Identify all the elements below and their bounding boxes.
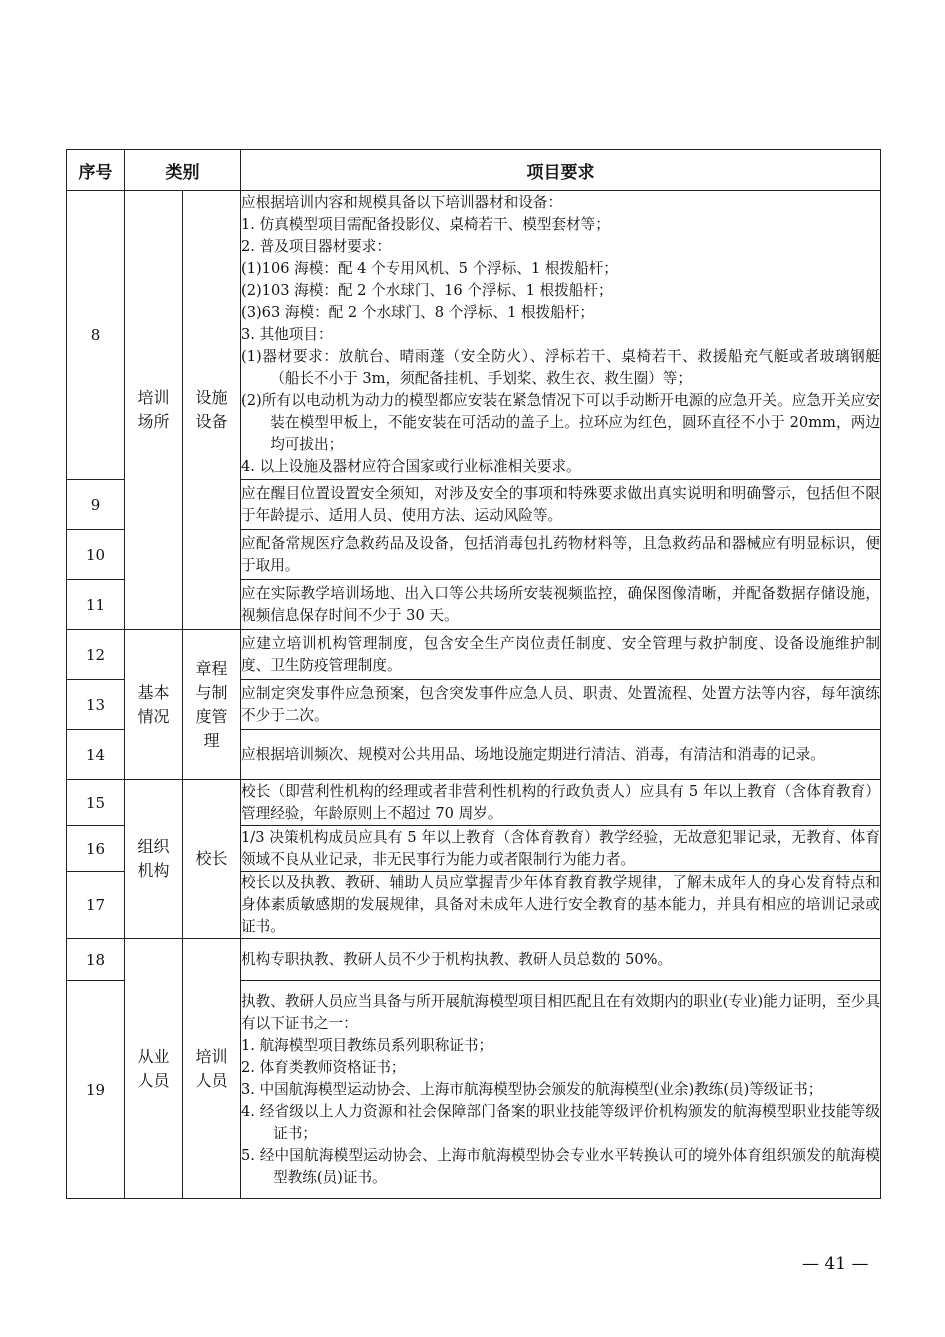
requirement-text: 应配备常规医疗急救药品及设备，包括消毒包扎药物材料等，且急救药品和器械应有明显标识，便于取用。 <box>241 530 881 580</box>
row-number: 9 <box>67 480 125 530</box>
requirement-text: 执教、教研人员应当具备与所开展航海模型项目相匹配且在有效期内的职业(专业)能力证明，至少具有以下证书之一： 1. 航海模型项目教练员系列职称证书； 2. 体育类教师资格证书； 3. 中国航海模型运动协会、上海市航海模型协会颁发的航海模型(业余)教练(员)等级证书； 4. 经省级以上人力资源和社会保障部门备案的职业技能等级评价机构颁发的航海模型职业技能等级证书； 5. 经中国航海模型运动协会、上海市航海模型协会专业水平转换认可的境外体育组织颁发的航海模型教练(员)证书。 <box>241 981 881 1199</box>
category-organization: 组织机构 <box>125 780 183 939</box>
row-number: 13 <box>67 680 125 730</box>
row-number: 16 <box>67 826 125 872</box>
requirement-text: 应在醒目位置设置安全须知，对涉及安全的事项和特殊要求做出真实说明和明确警示，包括但不限于年龄提示、适用人员、使用方法、运动风险等。 <box>241 480 881 530</box>
row-number: 18 <box>67 939 125 981</box>
row-number: 15 <box>67 780 125 826</box>
header-requirement: 项目要求 <box>241 150 881 191</box>
row-number: 11 <box>67 580 125 630</box>
table-row <box>67 939 881 981</box>
requirement-text: 机构专职执教、教研人员不少于机构执教、教研人员总数的 50%。 <box>241 939 881 981</box>
header-row <box>67 150 881 191</box>
header-category: 类别 <box>125 150 241 191</box>
page-number: — 41 — <box>802 1254 869 1274</box>
requirement-text: 应建立培训机构管理制度，包含安全生产岗位责任制度、安全管理与救护制度、设备设施维护制度、卫生防疫管理制度。 <box>241 630 881 680</box>
category-basic-info: 基本情况 <box>125 630 183 780</box>
requirement-text: 1/3 决策机构成员应具有 5 年以上教育（含体育教育）教学经验，无故意犯罪记录，无教育、体育领域不良从业记录，非无民事行为能力或者限制行为能力者。 <box>241 826 881 872</box>
requirement-text: 应在实际教学培训场地、出入口等公共场所安装视频监控，确保图像清晰，并配备数据存储设施，视频信息保存时间不少于 30 天。 <box>241 580 881 630</box>
requirement-text: 校长以及执教、教研、辅助人员应掌握青少年体育教育教学规律，了解未成年人的身心发育特点和身体素质敏感期的发展规律，具备对未成年人进行安全教育的基本能力，并具有相应的培训记录或证书。 <box>241 872 881 939</box>
requirement-text: 应根据培训频次、规模对公共用品、场地设施定期进行清洁、消毒，有清洁和消毒的记录。 <box>241 730 881 780</box>
row-number: 12 <box>67 630 125 680</box>
subcategory-facilities: 设施设备 <box>183 191 241 630</box>
requirement-text: 应根据培训内容和规模具备以下培训器材和设备： 1. 仿真模型项目需配备投影仪、桌椅若干、模型套材等； 2. 普及项目器材要求： (1)106 海模：配 4 个专用风机、5 个浮标、1 根拨船杆； (2)103 海模：配 2 个水球门、16 个浮标、1 根拨船杆； (3)63 海模：配 2 个水球门、8 个浮标、1 根拨船杆； 3. 其他项目： (1)器材要求：放航台、晴雨蓬（安全防火）、浮标若干、桌椅若干、救援船充气艇或者玻璃钢艇（船长不小于 3m，须配备挂机、手划桨、救生衣、救生圈）等； (2)所有以电动机为动力的模型都应安装在紧急情况下可以手动断开电源的应急开关。应急开关应安装在模型甲板上，不能安装在可活动的盖子上。拉环应为红色，圆环直径不小于 20mm，两边均可拔出； 4. 以上设施及器材应符合国家或行业标准相关要求。 <box>241 191 881 480</box>
subcategory-rules-management: 章程与制度管理 <box>183 630 241 780</box>
row-number: 8 <box>67 191 125 480</box>
header-seq: 序号 <box>67 150 125 191</box>
requirements-table <box>66 149 881 1199</box>
table-row <box>67 630 881 680</box>
table-row <box>67 780 881 826</box>
row-number: 10 <box>67 530 125 580</box>
row-number: 17 <box>67 872 125 939</box>
requirement-text: 校长（即营利性机构的经理或者非营利性机构的行政负责人）应具有 5 年以上教育（含体育教育）管理经验，年龄原则上不超过 70 周岁。 <box>241 780 881 826</box>
row-number: 19 <box>67 981 125 1199</box>
subcategory-principal: 校长 <box>183 780 241 939</box>
row-number: 14 <box>67 730 125 780</box>
category-training-venue: 培训场所 <box>125 191 183 630</box>
category-practitioners: 从业人员 <box>125 939 183 1199</box>
requirement-text: 应制定突发事件应急预案，包含突发事件应急人员、职责、处置流程、处置方法等内容，每年演练不少于二次。 <box>241 680 881 730</box>
table-row <box>67 191 881 480</box>
subcategory-trainers: 培训人员 <box>183 939 241 1199</box>
